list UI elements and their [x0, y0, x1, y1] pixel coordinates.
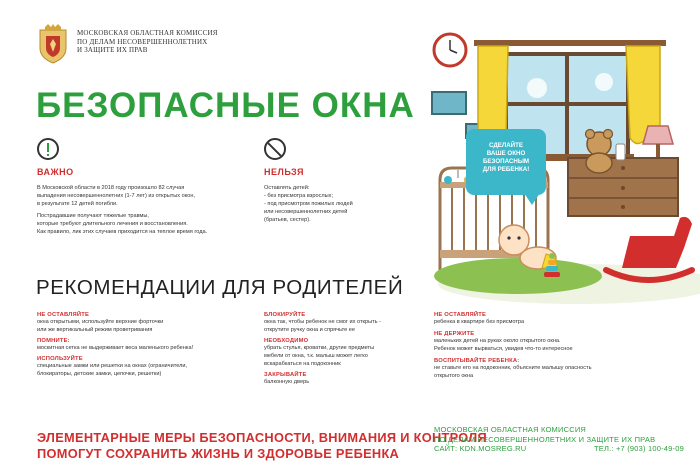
rec-text: открытого окна [434, 373, 474, 379]
org-line: ПО ДЕЛАМ НЕСОВЕРШЕННОЛЕТНИХ [77, 37, 208, 46]
nursery-illustration [418, 18, 700, 314]
rec-heading: ВОСПИТЫВАЙТЕ РЕБЕНКА: [434, 358, 520, 364]
org-line: И ЗАЩИТЕ ИХ ПРАВ [77, 46, 148, 54]
footer-org: ПО ДЕЛАМ НЕСОВЕРШЕННОЛЕТНИХ И ЗАЩИТЕ ИХ ПРАВ [434, 434, 656, 444]
rec-text: не ставьте его на подоконник, объясните малышу опасность [434, 365, 592, 371]
footer-contact-row [434, 444, 684, 454]
rec-text: окна так, чтобы ребенок не смог их открыть - [264, 319, 381, 325]
rec-text: убрать стулья, кроватки, другие предметы [264, 345, 375, 351]
text-line: выпадения несовершеннолетних (1-7 лет) из открытых окон, [37, 193, 196, 199]
text-line: Оставлять детей: [264, 185, 310, 191]
rec-heading: БЛОКИРУЙТЕ [264, 312, 306, 318]
rec-heading: ИСПОЛЬЗУЙТЕ [37, 356, 83, 362]
text-line: В Московской области в 2018 году произошло 82 случая [37, 185, 185, 191]
rec-text: специальные замки или решетки на окнах (ограничители, [37, 363, 188, 369]
rec-text: маленьких детей на руках около открытого окна. [434, 338, 561, 344]
exclamation-icon [37, 138, 59, 160]
forbidden-heading: НЕЛЬЗЯ [264, 167, 304, 177]
text-line: Пострадавшие получают тяжелые травмы, [37, 213, 149, 219]
org-header [77, 29, 218, 55]
text-line: в результате 12 детей погибли. [37, 201, 118, 207]
bubble-line: ДЛЯ РЕБЕНКА! [482, 166, 530, 173]
recommendations-col-1 [37, 312, 247, 378]
rec-text: вскарабкаться на подоконник [264, 361, 341, 367]
coat-of-arms-icon [36, 24, 70, 64]
recommendations-title: РЕКОМЕНДАЦИИ ДЛЯ РОДИТЕЛЕЙ [36, 276, 404, 299]
callout-bubble [466, 129, 546, 195]
recommendations-col-3 [434, 312, 664, 380]
rec-heading: НЕ ОСТАВЛЯЙТЕ [37, 312, 90, 318]
rec-heading: НЕ ДЕРЖИТЕ [434, 331, 475, 337]
rec-text: москитная сетка не выдерживает веса маленького ребенка! [37, 345, 194, 351]
text-line: - без присмотра взрослых; [264, 193, 334, 199]
rec-text: или же вертикальный режим проветривания [37, 327, 153, 333]
rec-heading: НЕ ОСТАВЛЯЙТЕ [434, 312, 487, 318]
rec-text: Ребенок может вырваться, увидев что-то интересное [434, 346, 573, 352]
text-line: или несовершеннолетних детей [264, 209, 348, 215]
rec-text: окна открытыми, используйте верхние форточки [37, 319, 164, 325]
text-line: (братьев, сестер). [264, 217, 311, 223]
teddy-bear-icon [586, 130, 613, 174]
text-line: - под присмотром пожилых людей [264, 201, 353, 207]
text-line: которые требуют длительного лечения и восстановления. [37, 221, 188, 227]
rec-text: блокираторы, детские замки, цепочки, решетки) [37, 371, 162, 377]
important-heading: ВАЖНО [37, 167, 74, 177]
bubble-line: ВАШЕ ОКНО [486, 150, 526, 157]
rec-heading: НЕОБХОДИМО [264, 338, 309, 344]
rec-text: ребенка в квартире без присмотра [434, 319, 525, 325]
rec-text: открутите ручку окна и спрячьте ее [264, 327, 355, 333]
picture-frame-icon [432, 92, 466, 114]
prohibited-icon [264, 138, 286, 160]
bubble-line: СДЕЛАЙТЕ [488, 142, 524, 149]
slogan-line: ЭЛЕМЕНТАРНЫЕ МЕРЫ БЕЗОПАСНОСТИ, ВНИМАНИЯ И КОНТРОЛЯ [37, 430, 487, 445]
footer-site[interactable]: САЙТ: KDN.MOSREG.RU [434, 444, 527, 453]
footer-org: МОСКОВСКАЯ ОБЛАСТНАЯ КОМИССИЯ [434, 425, 587, 434]
footer-contacts [434, 425, 684, 454]
rec-text: балконную дверь [264, 379, 310, 385]
text-line: Как правило, лик этих случаев приходится на теплое время года. [37, 229, 208, 235]
org-line: МОСКОВСКАЯ ОБЛАСТНАЯ КОМИССИЯ [77, 29, 218, 37]
bubble-line: БЕЗОПАСНЫМ [482, 158, 530, 165]
rec-heading: ПОМНИТЕ: [37, 338, 70, 344]
rec-heading: ЗАКРЫВАЙТЕ [264, 372, 307, 378]
forbidden-text [264, 184, 414, 224]
important-text [37, 184, 247, 236]
footer-phone[interactable]: ТЕЛ.: +7 (903) 100-49-09 [594, 444, 684, 453]
recommendations-col-2 [264, 312, 424, 386]
dresser-icon [568, 158, 678, 216]
page-title: БЕЗОПАСНЫЕ ОКНА [36, 86, 415, 125]
clock-icon [434, 34, 466, 66]
rec-text: мебели от окна, т.к. малыш может легко [264, 353, 368, 359]
slogan-line: ПОМОГУТ СОХРАНИТЬ ЖИЗНЬ И ЗДОРОВЬЕ РЕБЕНКА [37, 446, 400, 461]
